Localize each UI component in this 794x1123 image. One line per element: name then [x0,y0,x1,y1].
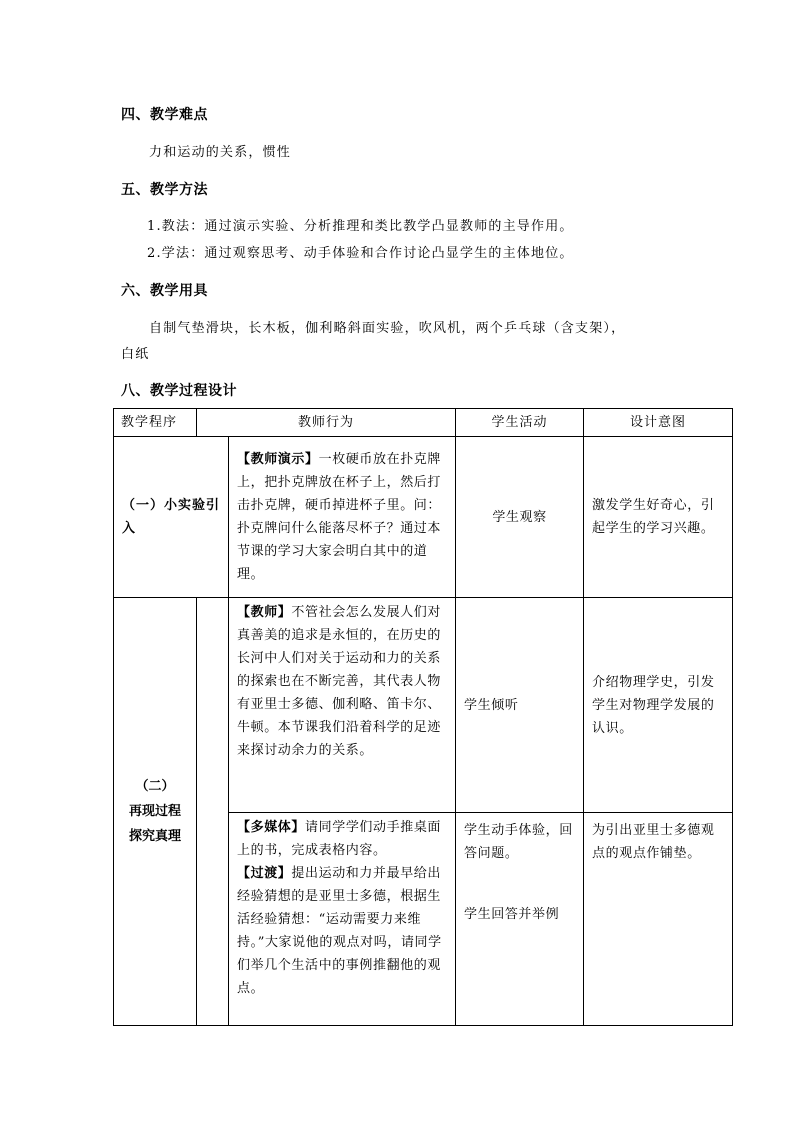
blank-cell [197,598,229,1026]
stage-line: 再现过程 [128,804,181,819]
intent-cell: 为引出亚里士多德观点的观点作铺垫。 [584,813,733,1026]
section-heading-tools: 六、教学用具 [121,283,208,299]
intent-cell: 激发学生好奇心，引起学生的学习兴趣。 [584,437,733,598]
header-intent: 设计意图 [584,409,733,437]
section-heading-methods: 五、教学方法 [121,182,208,198]
tools-line-1: 自制气垫滑块，长木板，伽利略斜面实验，吹风机，两个乒乓球（含支架）， [149,321,626,336]
method-item-1: 1.教法：通过演示实验、分析推理和类比教学凸显教师的主导作用。 [147,219,574,234]
teaching-process-table [113,408,733,1026]
teacher-text: 请同学学们动手推桌面上的书，完成表格内容。 [237,820,442,858]
student-activity: 学生动手体验，回答问题。 [464,823,573,861]
table-header-row [114,409,733,437]
teacher-tag: 【教师】 [237,605,292,620]
table-row [114,598,733,813]
teacher-cell [229,813,456,1026]
intent-cell: 介绍物理学史，引发学生对物理学发展的认识。 [584,598,733,813]
header-student: 学生活动 [456,409,584,437]
student-cell [456,813,584,1026]
teacher-cell [229,437,456,598]
method-item-2: 2.学法：通过观察思考、动手体验和合作讨论凸显学生的主体地位。 [147,246,574,261]
teacher-tag: 【过渡】 [237,866,292,881]
header-teacher: 教师行为 [197,409,456,437]
stage-cell: （一）小实验引入 [114,437,229,598]
student-cell: 学生观察 [456,437,584,598]
tools-line-2: 白纸 [121,347,150,362]
teacher-tag: 【多媒体】 [237,820,306,835]
section-heading-difficulties: 四、教学难点 [121,107,208,123]
stage-line: （二） [135,779,175,794]
table-row [114,437,733,598]
teacher-tag: 【教师演示】 [237,452,319,467]
stage-cell [114,598,197,1026]
section-heading-process: 八、教学过程设计 [121,383,237,399]
teacher-text: 一枚硬币放在扑克牌上，把扑克牌放在杯子上，然后打击扑克牌，硬币掉进杯子里。问：扑克牌问什么能落尽杯子？通过本节课的学习大家会明白其中的道理。 [237,452,442,582]
difficulties-text: 力和运动的关系，惯性 [149,145,292,160]
stage-line: 探究真理 [128,829,181,844]
header-procedure: 教学程序 [114,409,197,437]
teacher-cell [229,598,456,813]
student-cell: 学生倾听 [456,598,584,813]
teacher-text: 不管社会怎么发展人们对真善美的追求是永恒的，在历史的长河中人们对关于运动和力的关系的探索也在不断完善，其代表人物有亚里士多德、伽利略、笛卡尔、牛顿。本节课我们沿着科学的足迹来探讨动余力的关系。 [237,605,442,758]
student-activity: 学生回答并举例 [464,907,560,922]
teacher-text: 提出运动和力并最早给出经验猜想的是亚里士多德，根据生活经验猜想：“运动需要力来维持。”大家说他的观点对吗，请同学们举几个生活中的事例推翻他的观点。 [237,866,442,996]
